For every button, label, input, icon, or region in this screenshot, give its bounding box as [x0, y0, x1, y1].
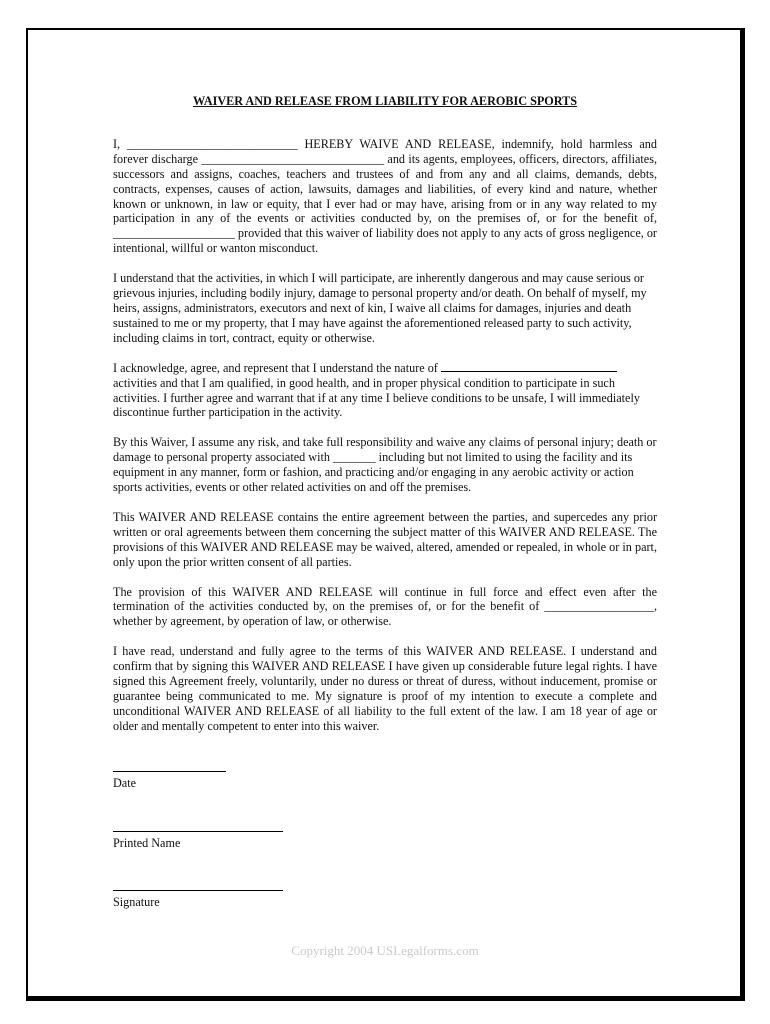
activity-name-blank	[441, 361, 617, 372]
date-line	[113, 771, 226, 772]
document-body	[113, 94, 657, 749]
date-block	[113, 771, 226, 791]
paragraph-entire-agreement: This WAIVER AND RELEASE contains the entire agreement between the parties, and supercedes any prior written or oral agreements between them concerning the subject matter of this WAIVER AND RELEASE. The provisions of this WAIVER AND RELEASE may be waived, altered, amended or repealed, in whole or in part, only upon the prior written consent of all parties.	[113, 509, 657, 569]
paragraph-release: I, ____________________________ HEREBY WAIVE AND RELEASE, indemnify, hold harmless and forever discharge ______________________________ and its agents, employees, officers, directors, affiliates, successors and assigns, coaches, teachers and trustees of and from any and all claims, demands, debts, contracts, expenses, causes of action, lawsuits, damages and liabilities, of every kind and nature, whether known or unknown, in law or equity, that I ever had or may have, arising from or in any way related to my participation in any of the events or activities conducted by, on the premises of, or for the benefit of, ____________________ provided that this waiver of liability does not apply to any acts of gross negligence, or intentional, willful or wanton misconduct.	[113, 136, 657, 256]
acknowledge-body: activities and that I am qualified, in good health, and in proper physical condition to participate in such activities. I further agree and warrant that if at any time I believe conditions to be unsafe, I will immediately discontinue further participation in the activity.	[113, 375, 640, 420]
acknowledge-prefix: I acknowledge, agree, and represent that I understand the nature of	[113, 360, 441, 375]
copyright-footer: Copyright 2004 USLegalforms.com	[291, 943, 479, 958]
printed-name-label: Printed Name	[113, 836, 181, 850]
paragraph-acknowledge	[113, 361, 657, 421]
signature-label: Signature	[113, 895, 160, 909]
printed-name-line	[113, 831, 283, 832]
printed-name-block	[113, 831, 283, 851]
paragraph-continuation: The provision of this WAIVER AND RELEASE will continue in full force and effect even after the termination of the activities conducted by, on the premises of, or for the benefit of __________________, whether by agreement, by operation of law, or otherwise.	[113, 584, 657, 629]
paragraph-assume-risk: By this Waiver, I assume any risk, and take full responsibility and waive any claims of personal injury; death or damage to personal property associated with _______ including but not limited to using the facility and its equipment in any manner, form or fashion, and practicing and/or engaging in any aerobic activity or action sports activities, events or other related activities on and off the premises.	[113, 435, 657, 495]
document-title: WAIVER AND RELEASE FROM LIABILITY FOR AEROBIC SPORTS	[192, 94, 578, 108]
signature-line	[113, 890, 283, 891]
date-label: Date	[113, 776, 137, 790]
paragraph-risks: I understand that the activities, in which I will participate, are inherently dangerous and may cause serious or grievous injuries, including bodily injury, damage to personal property and/or death. On behalf of myself, my heirs, assigns, administrators, executors and next of kin, I waive all claims for damages, injuries and death sustained to me or my property, that I may have against the aforementioned released party to such activity, including claims in tort, contract, equity or otherwise.	[113, 271, 647, 345]
signature-block	[113, 890, 283, 910]
paragraph-agreement: I have read, understand and fully agree to the terms of this WAIVER AND RELEASE. I understand and confirm that by signing this WAIVER AND RELEASE I have given up considerable future legal rights. I have signed this Agreement freely, voluntarily, under no duress or threat of duress, without inducement, promise or guarantee being communicated to me. My signature is proof of my intention to execute a complete and unconditional WAIVER AND RELEASE of all liability to the full extent of the law. I am 18 year of age or older and mentally competent to enter into this waiver.	[113, 644, 657, 733]
